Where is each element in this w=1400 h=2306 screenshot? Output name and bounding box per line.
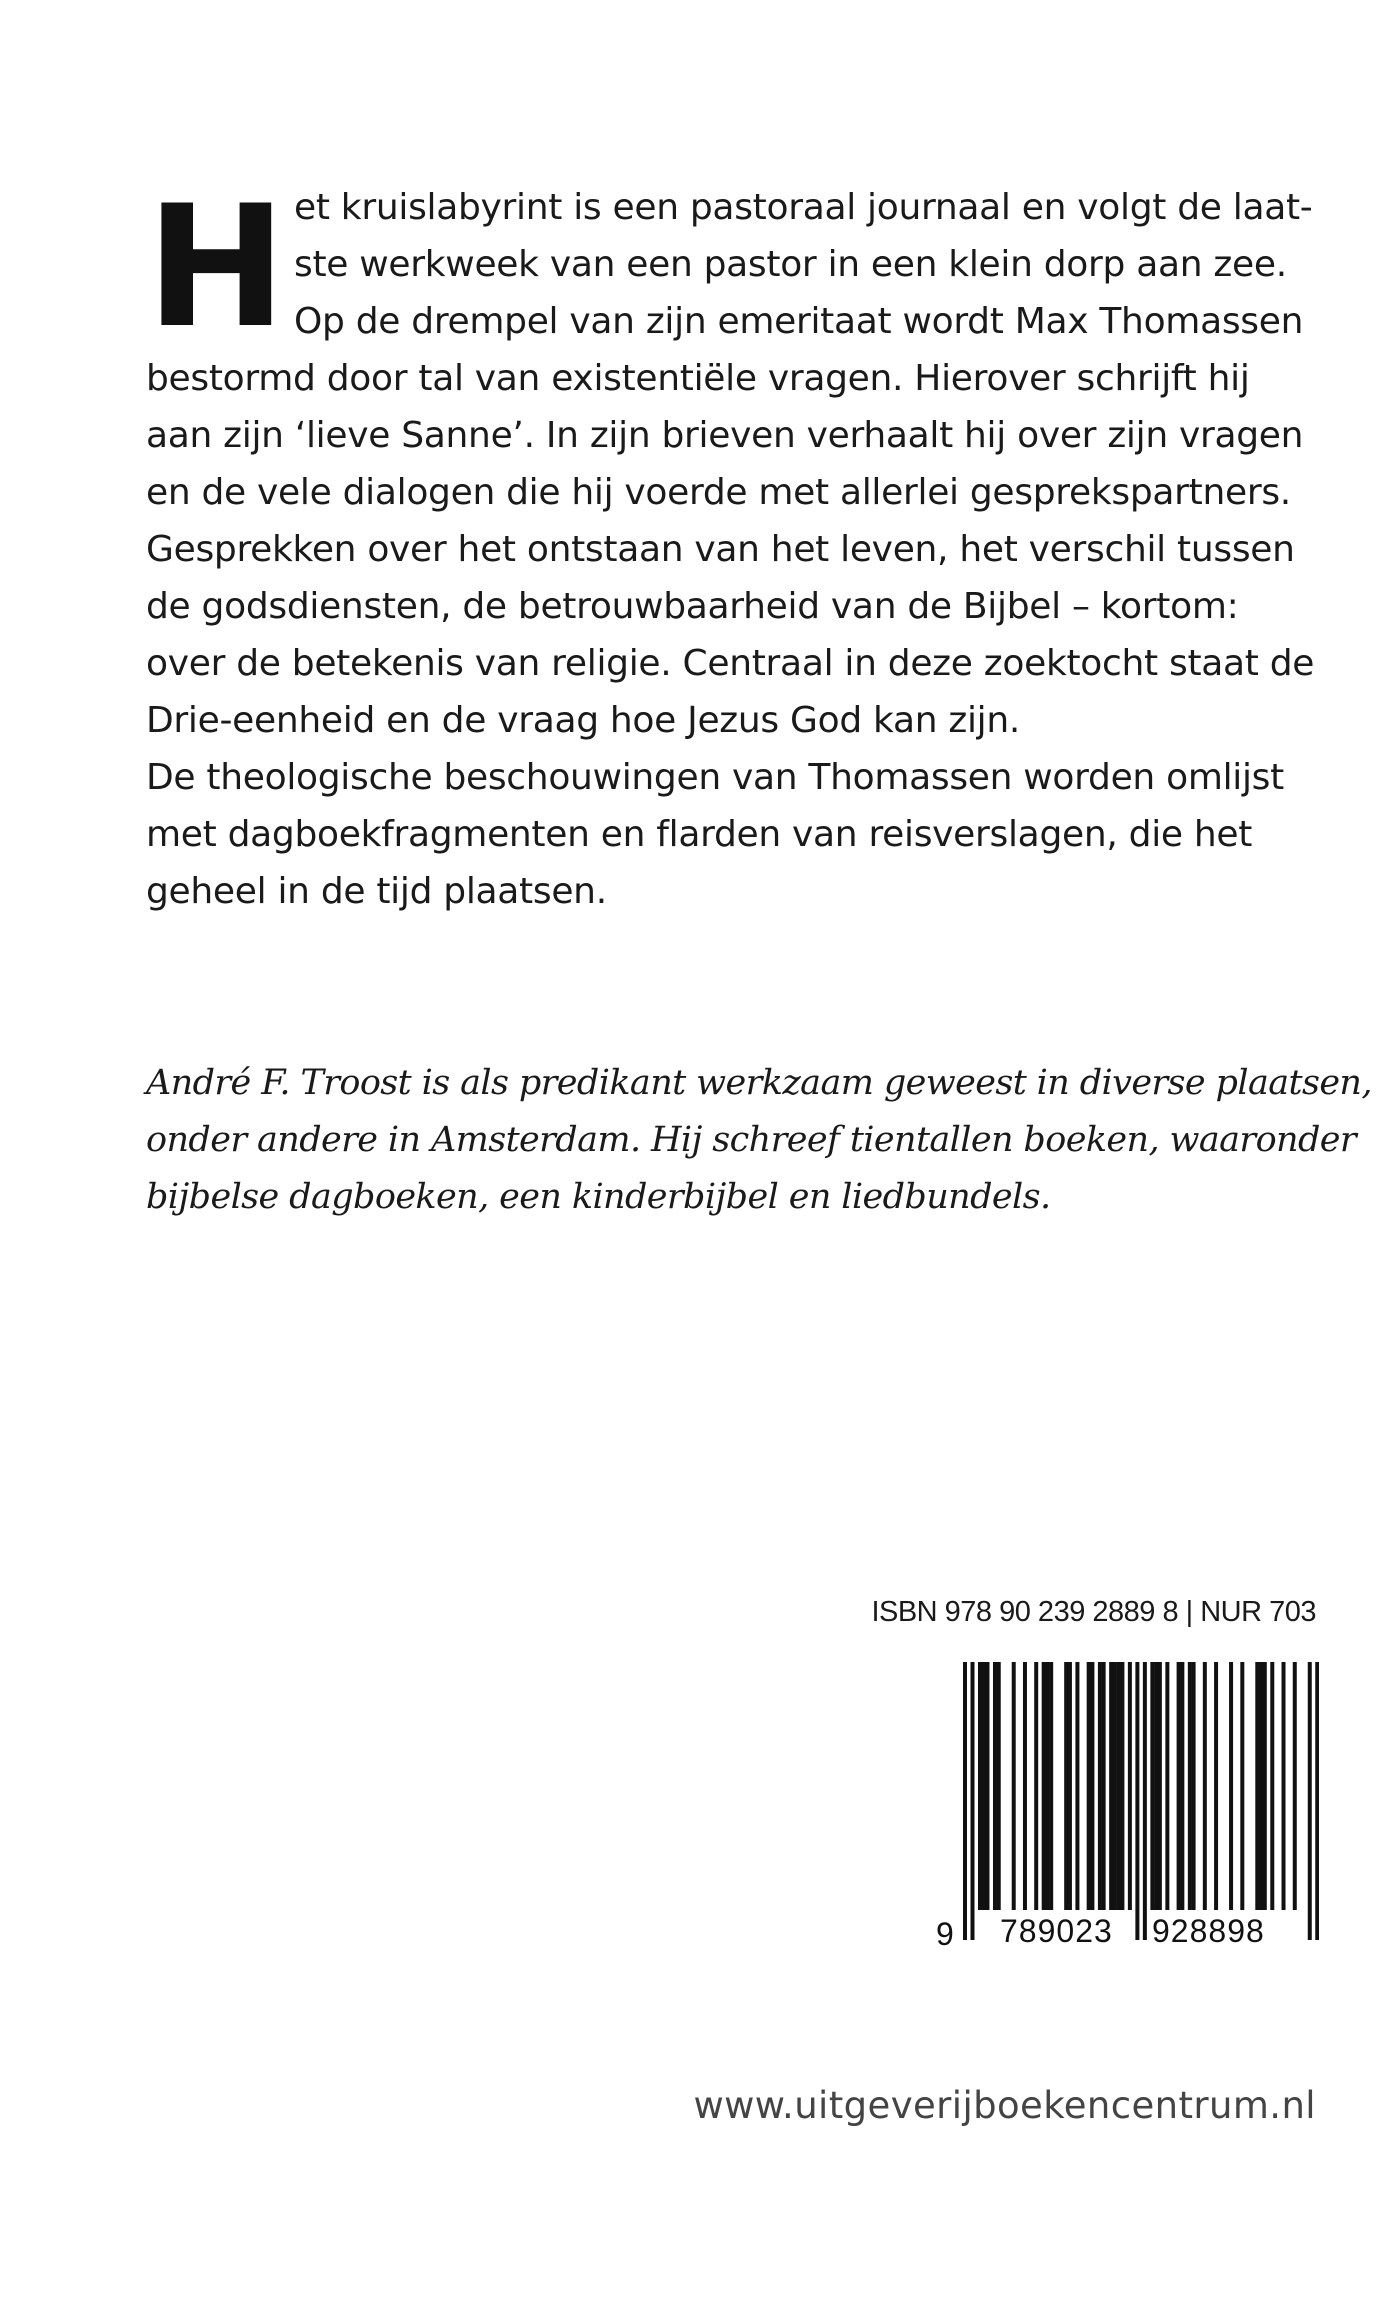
barcode-bar xyxy=(1090,1662,1094,1910)
barcode-bar xyxy=(1034,1662,1038,1910)
barcode-bar xyxy=(1075,1662,1079,1910)
publisher-website: www.uitgeverijboekencentrum.nl xyxy=(693,2084,1316,2127)
author-bio-line: onder andere in Amsterdam. Hij schreef tientallen boeken, waaronder xyxy=(146,1120,1357,1160)
barcode-bar xyxy=(1180,1662,1184,1910)
barcode-bar xyxy=(993,1662,997,1910)
barcode-bar xyxy=(1064,1662,1068,1910)
barcode-bar xyxy=(1229,1662,1233,1910)
barcode-left-digits: 789023 xyxy=(996,1911,1117,1951)
author-bio-line: André F. Troost is als predikant werkzaam geweest in diverse plaatsen, xyxy=(146,1063,1372,1103)
blurb-line: Gesprekken over het ontstaan van het leven, het verschil tussen xyxy=(146,529,1295,570)
barcode-bar xyxy=(1282,1662,1286,1910)
barcode-bar xyxy=(985,1662,989,1910)
barcode-bar xyxy=(1102,1662,1106,1910)
barcode-bar xyxy=(1049,1662,1053,1910)
blurb-line: over de betekenis van religie. Centraal in deze zoektocht staat de xyxy=(146,643,1315,684)
barcode-bar xyxy=(1113,1662,1117,1910)
barcode-bar xyxy=(1045,1662,1049,1910)
barcode-bar xyxy=(1098,1662,1102,1910)
barcode-bar xyxy=(1109,1662,1113,1910)
barcode-guard-bar xyxy=(1135,1662,1139,1940)
blurb-line: geheel in de tijd plaatsen. xyxy=(146,871,607,912)
barcode-bar xyxy=(1203,1662,1207,1910)
barcode-bar xyxy=(997,1662,1001,1910)
barcode-bar xyxy=(1120,1662,1124,1910)
barcode-bar xyxy=(1068,1662,1072,1910)
barcode-guard-bar xyxy=(1308,1662,1312,1940)
blurb-line: et kruislabyrint is een pastoraal journaal en volgt de laat- xyxy=(294,187,1313,228)
barcode-bar xyxy=(1270,1662,1274,1910)
barcode-guard-bar xyxy=(970,1662,974,1940)
isbn-nur-line: ISBN 978 90 239 2889 8 | NUR 703 xyxy=(871,1596,1316,1628)
barcode-bar xyxy=(1188,1662,1192,1910)
barcode-bar xyxy=(1023,1662,1027,1910)
barcode-bar xyxy=(1117,1662,1121,1910)
barcode-bars xyxy=(963,1662,1319,1940)
barcode-bar xyxy=(1255,1662,1259,1910)
barcode-guard-bar xyxy=(1143,1662,1147,1940)
barcode-bar xyxy=(978,1662,982,1910)
blurb-line: ste werkweek van een pastor in een klein dorp aan zee. xyxy=(294,244,1287,285)
barcode-bar xyxy=(982,1662,986,1910)
blurb-line: bestormd door tal van existentiële vragen. Hierover schrijft hij xyxy=(146,358,1250,399)
barcode-right-digits: 928898 xyxy=(1148,1911,1269,1951)
ean-barcode xyxy=(963,1662,1319,1940)
barcode-first-digit: 9 xyxy=(936,1916,955,1952)
barcode-bar xyxy=(1177,1662,1181,1910)
barcode-bar xyxy=(1293,1662,1297,1910)
barcode-bar xyxy=(1214,1662,1218,1910)
blurb-line: en de vele dialogen die hij voerde met allerlei gesprekspartners. xyxy=(146,472,1291,513)
barcode-bar xyxy=(1012,1662,1016,1910)
barcode-bar xyxy=(1128,1662,1132,1910)
blurb-line: aan zijn ‘lieve Sanne’. In zijn brieven verhaalt hij over zijn vragen xyxy=(146,415,1304,456)
barcode-bar xyxy=(1240,1662,1244,1910)
barcode-bar xyxy=(1192,1662,1196,1910)
barcode-bar xyxy=(1150,1662,1154,1910)
author-bio-line: bijbelse dagboeken, een kinderbijbel en liedbundels. xyxy=(146,1177,1051,1217)
barcode-guard-bar xyxy=(1315,1662,1319,1940)
barcode-bar xyxy=(1042,1662,1046,1910)
barcode-bar xyxy=(1087,1662,1091,1910)
barcode-bar xyxy=(1263,1662,1267,1910)
blurb-line: Op de drempel van zijn emeritaat wordt Max Thomassen xyxy=(294,301,1304,342)
drop-cap-letter: H xyxy=(146,169,287,365)
blurb-line: Drie-eenheid en de vraag hoe Jezus God kan zijn. xyxy=(146,700,1021,741)
blurb-line: De theologische beschouwingen van Thomassen worden omlijst xyxy=(146,757,1284,798)
barcode-bar xyxy=(1165,1662,1169,1910)
barcode-bar xyxy=(1154,1662,1158,1910)
blurb-line: met dagboekfragmenten en flarden van reisverslagen, die het xyxy=(146,814,1253,855)
blurb-line: de godsdiensten, de betrouwbaarheid van de Bijbel – kortom: xyxy=(146,586,1239,627)
barcode-guard-bar xyxy=(963,1662,967,1940)
barcode-bar xyxy=(1158,1662,1162,1910)
barcode-bar xyxy=(1259,1662,1263,1910)
